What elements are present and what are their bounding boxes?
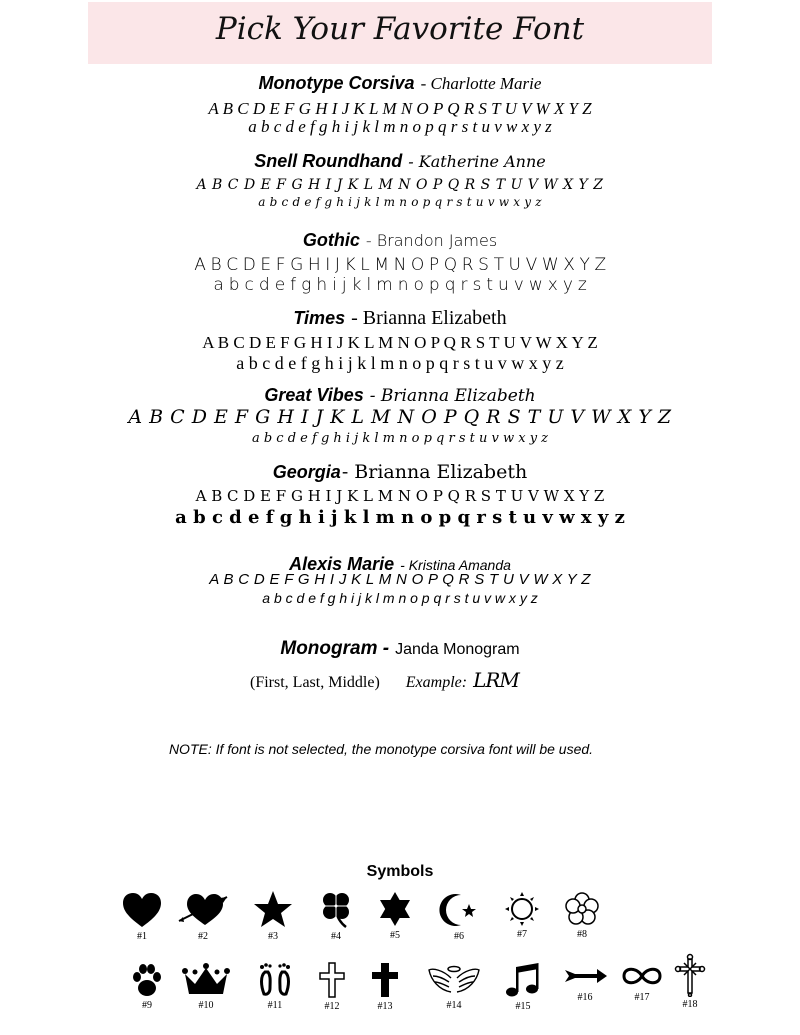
symbol-14	[424, 962, 484, 1011]
lowercase-alphabet: a b c d e f g h i j k l m n o p q r s t u v w x y z	[262, 590, 538, 606]
four-leaf-clover-icon	[316, 889, 356, 929]
arrow-icon	[563, 962, 607, 990]
symbol-12	[302, 961, 362, 1012]
cross-outline-icon	[312, 961, 352, 999]
monogram-title: Monogram -	[280, 638, 390, 659]
lowercase-alphabet: a b c d e f g h i j k l m n o p q r s t u v w x y z	[251, 431, 549, 446]
flower-icon	[563, 891, 601, 927]
monogram-example-label: Example:	[405, 674, 468, 691]
symbol-number: #11	[267, 1000, 283, 1011]
symbol-1	[112, 891, 172, 942]
uppercase-alphabet: A B C D E F G H I J K L M N O P Q R S T U V W X Y Z	[202, 333, 598, 352]
symbol-11	[245, 962, 305, 1011]
font-section-times	[0, 308, 800, 372]
uppercase-alphabet: A B C D E F G H I J K L M N O P Q R S T U V W X Y Z	[196, 177, 604, 193]
symbol-number: #10	[198, 1000, 214, 1011]
symbol-number: #9	[142, 1000, 152, 1011]
symbol-number: #8	[577, 929, 587, 940]
lowercase-alphabet: a b c d e f g h i j k l m n o p q r s t u v w x y z	[248, 117, 552, 136]
symbol-9	[117, 962, 177, 1011]
font-sample-name: - Katherine Anne	[408, 152, 546, 171]
font-section-alexis-marie	[0, 555, 800, 605]
font-section-monotype-corsiva	[0, 74, 800, 135]
monogram-font-name: Janda Monogram	[395, 641, 520, 658]
uppercase-alphabet: A B C D E F G H I J K L M N O P Q R S T U V W X Y Z	[194, 255, 606, 275]
symbol-number: #12	[324, 1001, 340, 1012]
font-name: Alexis Marie	[289, 554, 395, 574]
symbol-number: #1	[137, 931, 147, 942]
font-section-georgia	[0, 463, 800, 527]
font-sample-name: - Brianna Elizabeth	[341, 461, 528, 483]
music-notes-icon	[503, 961, 543, 999]
star-of-david-icon	[376, 890, 414, 928]
symbol-number: #16	[577, 992, 593, 1003]
default-font-note: NOTE: If font is not selected, the monotype corsiva font will be used.	[168, 741, 594, 757]
symbol-number: #4	[331, 931, 341, 942]
lowercase-alphabet: a b c d e f g h i j k l m n o p q r s t u v w x y z	[236, 353, 564, 373]
footprints-icon	[255, 962, 295, 998]
font-name: Gothic	[302, 230, 360, 250]
font-sample-name: - Kristina Amanda	[400, 557, 511, 573]
symbols-heading: Symbols	[366, 863, 434, 880]
uppercase-alphabet: A B C D E F G H I J K L M N O P Q R S T U V W X Y Z	[128, 406, 672, 428]
sun-icon	[503, 891, 541, 927]
symbol-6	[429, 891, 489, 942]
font-name: Monotype Corsiva	[258, 73, 415, 93]
symbol-4	[306, 889, 366, 942]
symbol-number: #6	[454, 931, 464, 942]
infinity-icon	[620, 962, 664, 990]
uppercase-alphabet: A B C D E F G H I J K L M N O P Q R S T U V W X Y Z	[208, 99, 592, 118]
symbol-7	[492, 891, 552, 940]
font-section-great-vibes	[0, 386, 800, 445]
font-name: Georgia	[272, 462, 341, 482]
font-sample-name: - Brianna Elizabeth	[369, 386, 536, 406]
heart-icon	[121, 891, 163, 929]
symbol-number: #14	[446, 1000, 462, 1011]
symbol-3	[243, 889, 303, 942]
uppercase-alphabet: A B C D E F G H I J K L M N O P Q R S T U V W X Y Z	[209, 571, 591, 588]
crown-icon	[181, 962, 231, 998]
symbol-number: #13	[377, 1001, 393, 1012]
symbol-number: #3	[268, 931, 278, 942]
font-name: Times	[293, 308, 346, 328]
font-sample-name: - Brianna Elizabeth	[351, 307, 507, 329]
crescent-star-icon	[437, 891, 481, 929]
lowercase-alphabet: a b c d e f g h i j k l m n o p q r s t u v w x y z	[175, 507, 625, 528]
lowercase-alphabet: a b c d e f g h i j k l m n o p q r s t u v w x y z	[213, 275, 587, 295]
monogram-example: LRM	[473, 668, 519, 692]
ornate-cross-icon	[670, 953, 710, 997]
symbol-5	[365, 890, 425, 941]
page-title: Pick Your Favorite Font	[215, 11, 585, 47]
monogram-heading	[0, 638, 800, 660]
font-name: Snell Roundhand	[254, 151, 403, 171]
monogram-order: (First, Last, Middle)	[250, 674, 380, 691]
symbol-2	[173, 891, 233, 942]
symbol-number: #17	[634, 992, 650, 1003]
symbol-15	[493, 961, 553, 1012]
angel-wings-halo-icon	[427, 962, 481, 998]
symbol-number: #18	[682, 999, 698, 1010]
font-section-snell-roundhand	[0, 152, 800, 208]
cross-icon	[365, 961, 405, 999]
symbol-number: #15	[515, 1001, 531, 1012]
symbol-18	[660, 953, 720, 1010]
symbol-number: #2	[198, 931, 208, 942]
paw-print-icon	[128, 962, 166, 998]
font-name: Great Vibes	[264, 385, 364, 405]
lowercase-alphabet: a b c d e f g h i j k l m n o p q r s t u v w x y z	[258, 195, 542, 209]
star-icon	[252, 889, 294, 929]
symbol-number: #7	[517, 929, 527, 940]
uppercase-alphabet: A B C D E F G H I J K L M N O P Q R S T U V W X Y Z	[195, 487, 605, 505]
font-sample-name: - Brandon James	[365, 231, 498, 250]
heart-arrow-icon	[177, 891, 229, 929]
monogram-example-line	[250, 668, 570, 692]
font-section-gothic	[0, 231, 800, 294]
title-banner	[88, 2, 712, 64]
font-sample-name: - Charlotte Marie	[420, 74, 542, 93]
symbol-number: #5	[390, 930, 400, 941]
symbol-8	[552, 891, 612, 940]
symbol-13	[355, 961, 415, 1012]
symbol-10	[176, 962, 236, 1011]
symbol-16	[555, 962, 615, 1003]
